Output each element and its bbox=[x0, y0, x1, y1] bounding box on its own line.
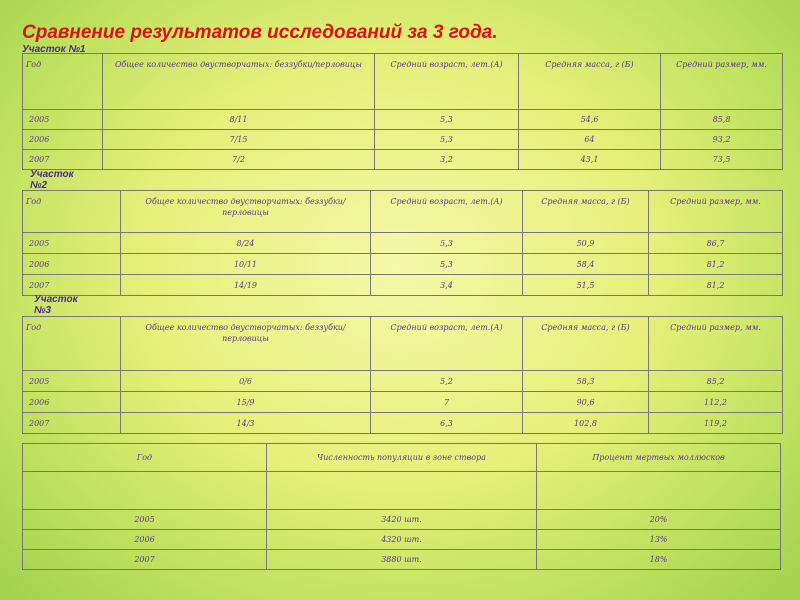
table-population bbox=[22, 443, 781, 570]
header-avg-mass: Средняя масса, г (Б) bbox=[519, 54, 661, 110]
header-avg-age: Средний возраст, лет.(А) bbox=[371, 317, 523, 371]
table-plot-3 bbox=[22, 316, 783, 434]
table-row bbox=[23, 233, 783, 254]
cell-age: 6,3 bbox=[371, 413, 523, 434]
cell-year: 2006 bbox=[23, 254, 121, 275]
cell-year: 2007 bbox=[23, 150, 103, 170]
header-total-bivalves: Общее количество двустворчатых: беззубки/перловицы bbox=[121, 317, 371, 371]
cell-population: 3880 шт. bbox=[267, 550, 537, 570]
header-total-bivalves: Общее количество двустворчатых: беззубки/перловицы bbox=[121, 191, 371, 233]
header-population: Численность популяции в зоне створа bbox=[267, 444, 537, 472]
section-label-3 bbox=[34, 294, 90, 316]
cell-size: 86,7 bbox=[649, 233, 783, 254]
cell-total: 7/15 bbox=[103, 130, 375, 150]
table-header-row bbox=[23, 54, 783, 110]
cell-year: 2006 bbox=[23, 130, 103, 150]
cell-mass: 64 bbox=[519, 130, 661, 150]
cell-age: 5,3 bbox=[371, 254, 523, 275]
cell-dead-percent: 18% bbox=[537, 550, 781, 570]
cell-size: 81,2 bbox=[649, 275, 783, 296]
cell-population: 4320 шт. bbox=[267, 530, 537, 550]
cell-total: 15/9 bbox=[121, 392, 371, 413]
header-year: Год bbox=[23, 191, 121, 233]
cell-mass: 51,5 bbox=[523, 275, 649, 296]
cell-size: 93,2 bbox=[661, 130, 783, 150]
cell-year: 2005 bbox=[23, 510, 267, 530]
cell-size: 85,8 bbox=[661, 110, 783, 130]
cell-age: 7 bbox=[371, 392, 523, 413]
empty-cell bbox=[23, 472, 267, 510]
header-avg-age: Средний возраст, лет.(А) bbox=[375, 54, 519, 110]
cell-size: 73,5 bbox=[661, 150, 783, 170]
header-avg-mass: Средняя масса, г (Б) bbox=[523, 317, 649, 371]
table-row bbox=[23, 254, 783, 275]
table-row bbox=[23, 275, 783, 296]
cell-total: 7/2 bbox=[103, 150, 375, 170]
table-row bbox=[23, 550, 781, 570]
cell-year: 2007 bbox=[23, 413, 121, 434]
cell-year: 2006 bbox=[23, 530, 267, 550]
header-year: Год bbox=[23, 54, 103, 110]
table-header-row bbox=[23, 191, 783, 233]
table-row bbox=[23, 530, 781, 550]
cell-size: 85,2 bbox=[649, 371, 783, 392]
header-avg-size: Средний размер, мм. bbox=[649, 191, 783, 233]
cell-mass: 58,3 bbox=[523, 371, 649, 392]
header-avg-age: Средний возраст, лет.(А) bbox=[371, 191, 523, 233]
cell-year: 2005 bbox=[23, 371, 121, 392]
cell-total: 8/11 bbox=[103, 110, 375, 130]
header-avg-size: Средний размер, мм. bbox=[661, 54, 783, 110]
cell-mass: 43,1 bbox=[519, 150, 661, 170]
cell-dead-percent: 13% bbox=[537, 530, 781, 550]
cell-total: 0/6 bbox=[121, 371, 371, 392]
section-label-1: Участок №1 bbox=[22, 44, 86, 55]
table-row bbox=[23, 110, 783, 130]
empty-cell bbox=[267, 472, 537, 510]
header-dead-percent: Процент мертвых моллюсков bbox=[537, 444, 781, 472]
cell-year: 2005 bbox=[23, 110, 103, 130]
section-label-3-text: Участок №3 bbox=[34, 294, 78, 316]
table-plot-2 bbox=[22, 190, 783, 296]
table-spacer-row bbox=[23, 472, 781, 510]
cell-mass: 58,4 bbox=[523, 254, 649, 275]
table-header-row bbox=[23, 444, 781, 472]
section-label-2 bbox=[30, 169, 90, 191]
table-row bbox=[23, 392, 783, 413]
cell-age: 5,2 bbox=[371, 371, 523, 392]
cell-dead-percent: 20% bbox=[537, 510, 781, 530]
cell-age: 3,4 bbox=[371, 275, 523, 296]
empty-cell bbox=[537, 472, 781, 510]
section-label-2-text: Участок №2 bbox=[30, 169, 74, 191]
cell-size: 119,2 bbox=[649, 413, 783, 434]
table-row bbox=[23, 371, 783, 392]
cell-year: 2005 bbox=[23, 233, 121, 254]
header-year: Год bbox=[23, 444, 267, 472]
cell-mass: 102,8 bbox=[523, 413, 649, 434]
cell-age: 3,2 bbox=[375, 150, 519, 170]
table-header-row bbox=[23, 317, 783, 371]
cell-total: 14/19 bbox=[121, 275, 371, 296]
cell-size: 81,2 bbox=[649, 254, 783, 275]
cell-total: 14/3 bbox=[121, 413, 371, 434]
table-row bbox=[23, 413, 783, 434]
cell-year: 2007 bbox=[23, 550, 267, 570]
header-avg-size: Средний размер, мм. bbox=[649, 317, 783, 371]
cell-mass: 54,6 bbox=[519, 110, 661, 130]
table-row bbox=[23, 510, 781, 530]
cell-total: 8/24 bbox=[121, 233, 371, 254]
header-avg-mass: Средняя масса, г (Б) bbox=[523, 191, 649, 233]
cell-mass: 90,6 bbox=[523, 392, 649, 413]
table-row bbox=[23, 130, 783, 150]
cell-age: 5,3 bbox=[375, 130, 519, 150]
cell-age: 5,3 bbox=[371, 233, 523, 254]
cell-total: 10/11 bbox=[121, 254, 371, 275]
table-plot-1 bbox=[22, 53, 783, 170]
header-total-bivalves: Общее количество двустворчатых: беззубки/перловицы bbox=[103, 54, 375, 110]
cell-mass: 50,9 bbox=[523, 233, 649, 254]
cell-year: 2006 bbox=[23, 392, 121, 413]
table-row bbox=[23, 150, 783, 170]
page-title: Сравнение результатов исследований за 3 года. bbox=[22, 22, 498, 43]
cell-size: 112,2 bbox=[649, 392, 783, 413]
cell-age: 5,3 bbox=[375, 110, 519, 130]
cell-population: 3420 шт. bbox=[267, 510, 537, 530]
cell-year: 2007 bbox=[23, 275, 121, 296]
header-year: Год bbox=[23, 317, 121, 371]
